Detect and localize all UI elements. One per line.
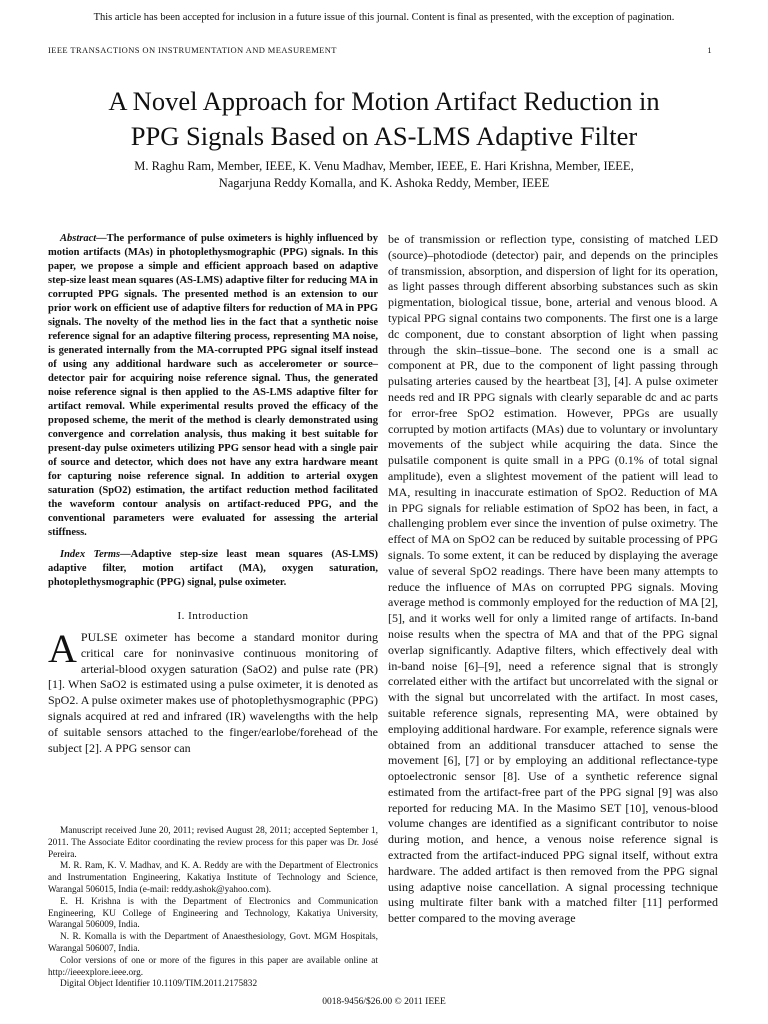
section-heading: I. Introduction xyxy=(177,610,249,622)
author-list xyxy=(40,158,728,192)
page-number: 1 xyxy=(707,45,712,55)
footnotes xyxy=(48,826,378,991)
footnote-item: N. R. Komalla is with the Department of Anaesthesiology, Govt. MGM Hospitals, Warangal 506007, India. xyxy=(48,932,378,954)
intro-text: PULSE oximeter has become a standard monitor during critical care for noninvasive continuous monitoring of arterial-blood oxygen saturation (SaO2) and pulse rate (PR) [1]. When SaO2 is estimated using a pulse oximeter, it is denoted as SpO2. A pulse oximeter makes use of photoplethysmographic (PPG) signals acquired at red and infrared (IR) wavelengths with the help of suitable sensors attached to the finger/earlobe/forehead of the subject [2]. A PPG sensor can xyxy=(48,630,378,755)
acceptance-notice: This article has been accepted for inclusion in a future issue of this journal. Content is final as presented, with the exception of pagination. xyxy=(93,12,675,23)
footnote-item: Digital Object Identifier 10.1109/TIM.2011.2175832 xyxy=(60,979,258,990)
footnote-item: Manuscript received June 20, 2011; revised August 28, 2011; accepted September 1, 2011. The Associate Editor coordinating the review process for this paper was Dr. José Pereira. xyxy=(48,826,378,860)
index-terms xyxy=(48,548,378,590)
footnote-item: Color versions of one or more of the figures in this paper are available online at http://ieeexplore.ieee.org. xyxy=(48,955,378,978)
abstract-text: —The performance of pulse oximeters is highly influenced by motion artifacts (MAs) in photoplethysmographic (PPG) signals. In this paper, we propose a simple and efficient approach based on adaptive step-size least mean squares (AS-LMS) adaptive filter for reducing MA in corrupted PPG signals. The presented method is an extension to our prior work on efficient use of adaptive filters for reduction of MA in PPG signals. The novelty of the method lies in the fact that a synthetic noise reference signal for an adaptive filtering process, representing MA noise, is generated internally from the MA-corrupted PPG signal itself instead of using any additional hardware such as accelerometer or source–detector pair for acquiring noise reference signal. Thus, the generated noise reference signal is then applied to the AS-LMS adaptive filter for artifact removal. While experimental results proved the efficacy of the proposed scheme, the merit of the method is clearly demonstrated using convergence and correlation analysis, thus making it best suitable for present-day pulse oximeters utilizing PPG sensor head with a single pair of source and detector, which does not have any extra hardware meant for capturing noise reference signal. In addition to arterial oxygen saturation (SpO2) estimation, the artifact reduction method facilitated the waveform contour analysis on artifact-reduced PPG, and the conventional parameters were evaluated for assessing the arterial stiffness. xyxy=(48,233,378,538)
title-line-1: A Novel Approach for Motion Artifact Reduction in xyxy=(108,86,660,116)
running-header xyxy=(48,45,712,55)
authors-line-2: Nagarjuna Reddy Komalla, and K. Ashoka Reddy, Member, IEEE xyxy=(218,176,550,190)
copyright-line: 0018-9456/$26.00 © 2011 IEEE xyxy=(322,997,446,1007)
intro-paragraph xyxy=(48,626,378,756)
abstract xyxy=(48,232,378,540)
right-column xyxy=(388,232,718,927)
right-column-text: be of transmission or reflection type, consisting of matched LED (source)–photodiode (detector) pair, and depends on the principles of transmission, absorption, and dispersion of light for its operation, as light passes through different absorbing substances such as skin pigmentation, biological tissue, bone, arterial and venous blood. A typical PPG signal contains two components. The first one is a large dc component, due to constant absorption of light when passing through the skin–tissue–bone. The second one is a small ac component at PR, due to the component of light passing through pulsating arteries caused by the heartbeat [3], [4]. A pulse oximeter needs red and IR PPG signals with clearly separable dc and ac parts for error-free SpO2 estimation. However, PPGs are usually corrupted by motion artifacts (MAs) due to voluntary or involuntary movements of the subject while acquiring the data. Since the pulsatile component is quite small in a PPG (0.1% of total signal amplitude), even a slightest movement of the patient will lead to MA, resulting in inaccurate estimation of SpO2. Reduction of MA in PPG signals for reliable estimation of SpO2 has been, in fact, a challenging problem ever since the invention of pulse oximetry. The effect of MA on SpO2 can be reduced by suitable processing of PPG signals. To some extent, it can be reduced by displaying the average value of several SpO2 readings. There have been many attempts to reduce the influence of MAs on corrupted PPG signals. Moving average method is commonly employed for the reduction of MA [2], [5], and it works well for only a limited range of artifacts. In-band noise results when the spectra of MA and that of the PPG signal overlap significantly. Adaptive filters, which effectively deal with in-band noise [6]–[9], need a reference signal that is strongly correlated either with the artifact but uncorrelated with the signal or with the signal but uncorrelated with the artifact. In most cases, suitable reference signals, representing MA, were obtained by employing additional hardware. For example, reference signals were obtained from an additional transducer attached to sense the movement [6], [7] or by employing an additional reflectance-type optoelectronic sensor [8]. Use of a synthetic reference signal estimated from the artifact-free part of the PPG signal [9] was also reported for reducing MA. In the Masimo SET [10], venous-blood volume changes are identified as a significant contributor to noise during motion, and hence, a venous noise reference signal is extracted from the artifact-induced PPG signal itself, without extra hardware. The added artifact is then removed from the PPG signal using adaptive noise cancellation. A signal processing technique using multirate filter bank with a matched filter [11] performed better compared to the moving average xyxy=(388,232,718,926)
left-column xyxy=(48,232,378,756)
footnote-item: E. H. Krishna is with the Department of Electronics and Communication Engineering, KU College of Engineering and Technology, Kakatiya University, Warangal 506009, India. xyxy=(48,896,378,931)
title-line-2: PPG Signals Based on AS-LMS Adaptive Filter xyxy=(130,121,638,151)
drop-cap: A xyxy=(48,626,77,671)
paper-title xyxy=(30,84,738,154)
footnote-item: M. R. Ram, K. V. Madhav, and K. A. Reddy are with the Department of Electronics and Instrumentation Engineering, Kakatiya Institute of Technology and Science, Warangal 506015, India (e-mail: reddy.ashok@yahoo.com). xyxy=(48,861,378,895)
authors-line-1: M. Raghu Ram, Member, IEEE, K. Venu Madhav, Member, IEEE, E. Hari Krishna, Member, IEEE, xyxy=(134,159,634,173)
index-terms-text: —Adaptive step-size least mean squares (AS-LMS) adaptive filter, motion artifact (MA), oxygen saturation, photoplethysmographic (PPG) signal, pulse oximeter. xyxy=(48,549,378,588)
index-terms-label: Index Terms xyxy=(60,549,121,560)
journal-name: IEEE TRANSACTIONS ON INSTRUMENTATION AND MEASUREMENT xyxy=(48,45,337,55)
abstract-label: Abstract xyxy=(60,233,97,244)
